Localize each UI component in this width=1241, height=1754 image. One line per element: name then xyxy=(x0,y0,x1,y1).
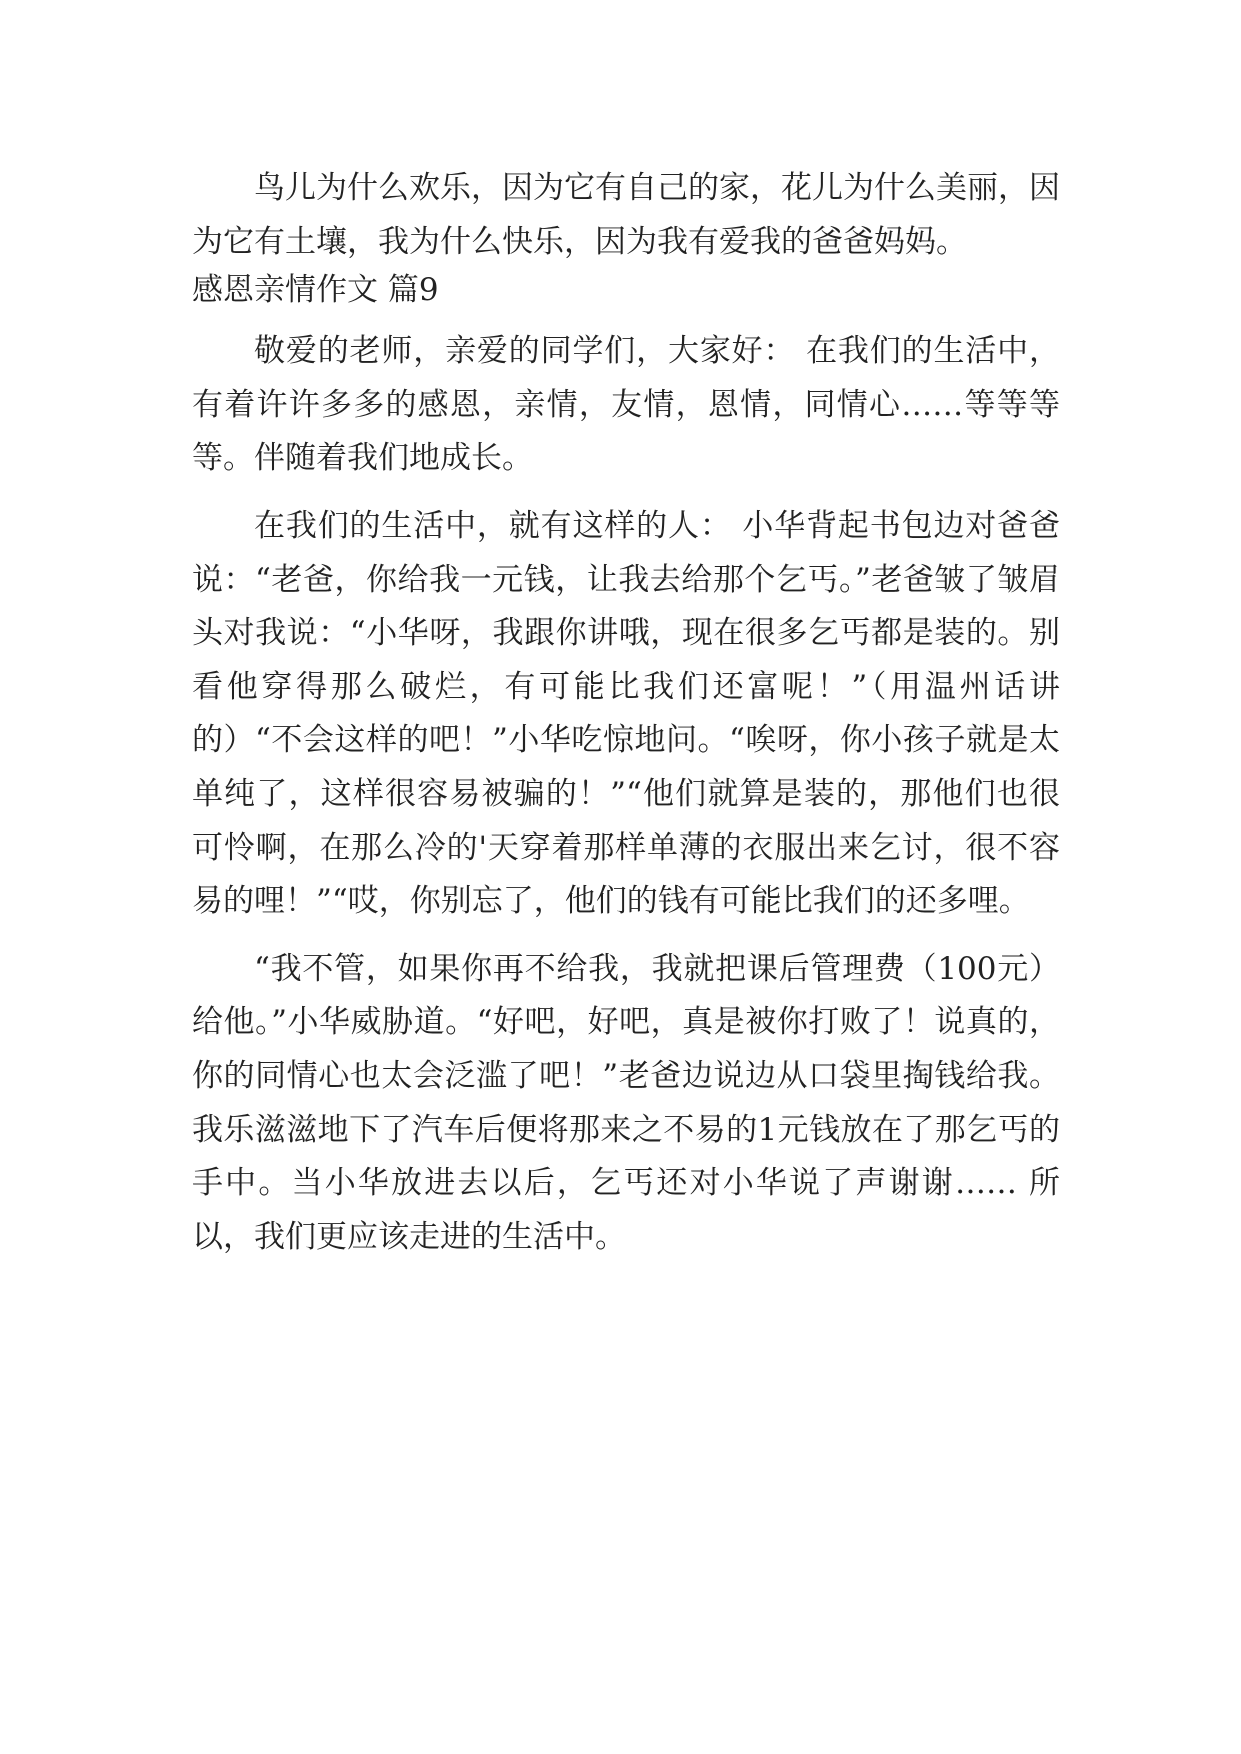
paragraph-conclusion: “我不管，如果你再不给我，我就把课后管理费（100元）给他。”小华威胁道。“好吧，好吧，真是被你打败了！说真的，你的同情心也太会泛滥了吧！”老爸边说边从口袋里掏钱给我。我乐滋滋地下了汽车后便将那来之不易的1元钱放在了那乞丐的手中。当小华放进去以后，乞丐还对小华说了声谢谢…… 所以，我们更应该走进的生活中。 xyxy=(192,950,1060,1255)
paragraph-story: 在我们的生活中，就有这样的人： 小华背起书包边对爸爸说：“老爸，你给我一元钱，让我去给那个乞丐。”老爸皱了皱眉头对我说：“小华呀，我跟你讲哦，现在很多乞丐都是装的。别看他穿得那么破烂，有可能比我们还富呢！”（用温州话讲的）“不会这样的吧！”小华吃惊地问。“唉呀，你小孩子就是太单纯了，这样很容易被骗的！”“他们就算是装的，那他们也很可怜啊，在那么冷的'天穿着那样单薄的衣服出来乞讨，很不容易的哩！”“哎，你别忘了，他们的钱有可能比我们的还多哩。 xyxy=(192,507,1060,920)
document-body xyxy=(192,162,1060,1278)
paragraph-intro: 鸟儿为什么欢乐，因为它有自己的家，花儿为什么美丽，因为它有土壤，我为什么快乐，因为我有爱我的爸爸妈妈。 xyxy=(192,170,1060,260)
paragraph-greeting: 敬爱的老师，亲爱的同学们，大家好： 在我们的生活中，有着许许多多的感恩，亲情，友情，恩情，同情心……等等等等。伴随着我们地成长。 xyxy=(192,333,1060,477)
essay-heading: 感恩亲情作文 篇9 xyxy=(192,272,439,309)
